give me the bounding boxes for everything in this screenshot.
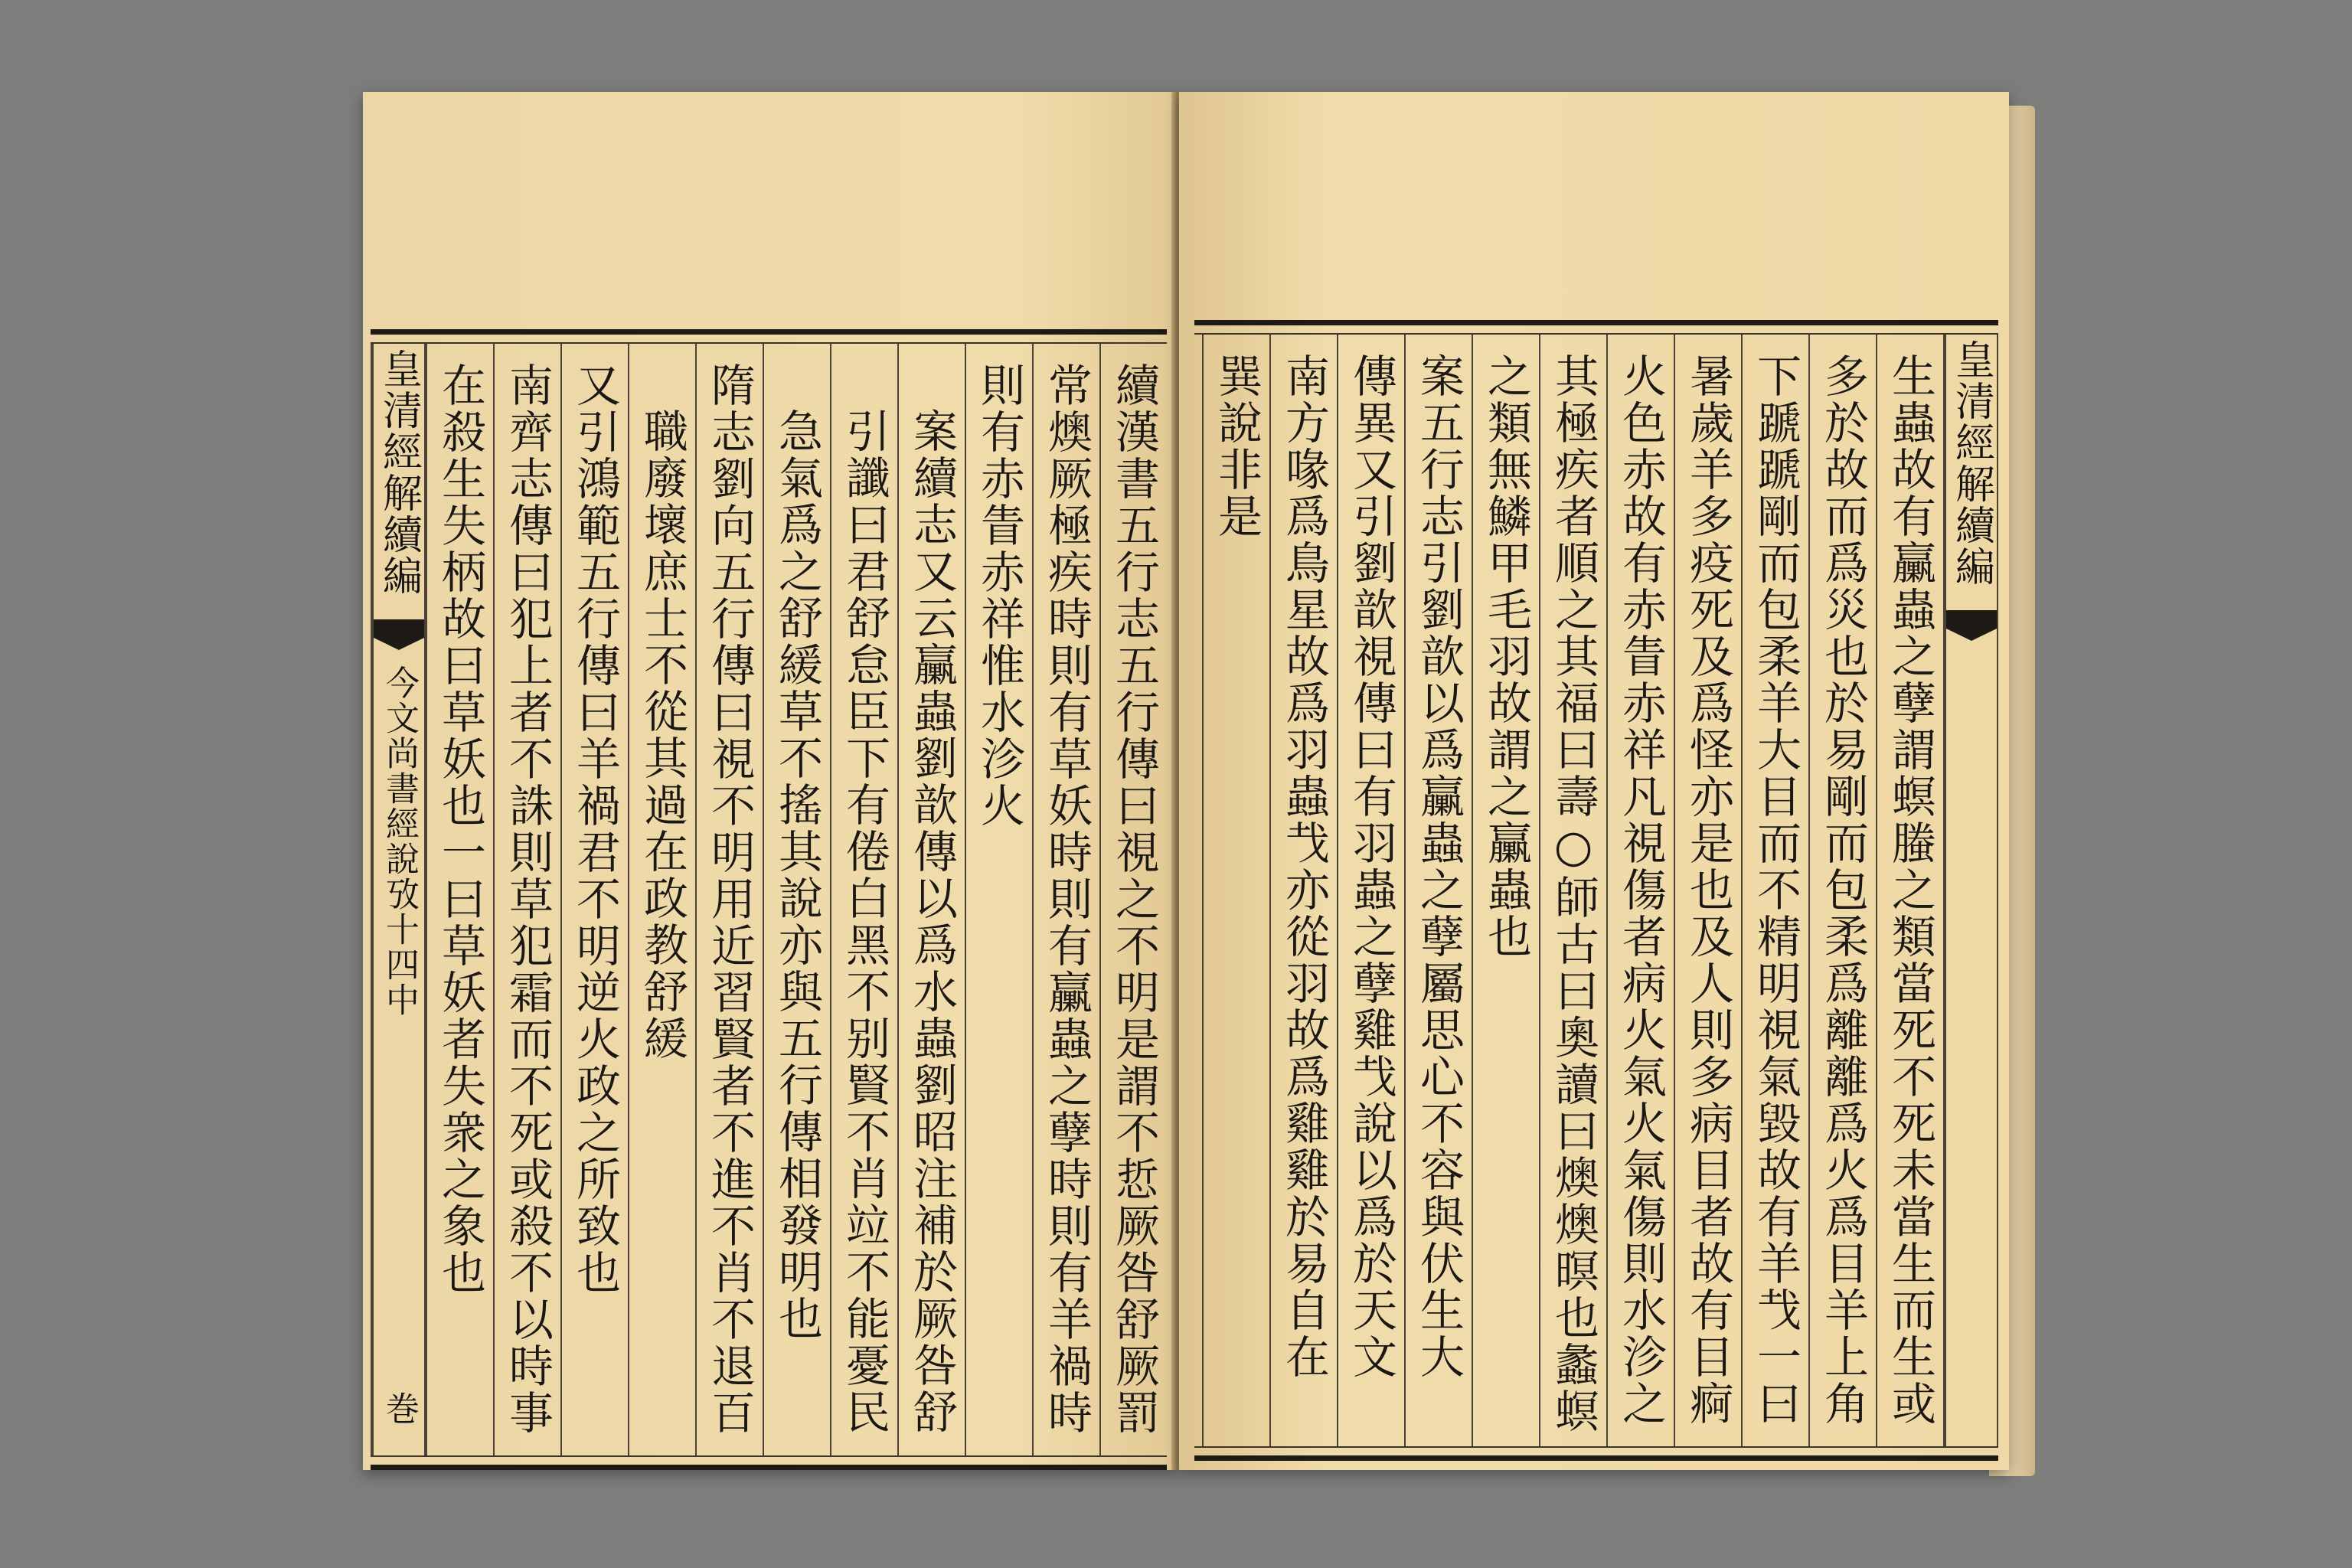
- left-text-frame: [371, 329, 1167, 1470]
- text-column: 急氣爲之舒緩草不搖其說亦與五行傳相發明也: [763, 344, 830, 1455]
- text-column: 巽說非是: [1202, 335, 1269, 1446]
- left-page: [363, 92, 1176, 1470]
- banner-subtitle: 今文尚書經說攷十四中: [380, 665, 419, 1018]
- text-column: 之類無鱗甲毛羽故謂之臝蟲也: [1472, 335, 1539, 1446]
- text-column: 多於故而爲災也於易剛而包柔爲離離爲火爲目羊上角: [1808, 335, 1876, 1446]
- text-column: 下蹏蹏剛而包柔羊大目而不精明視氣毀故有羊𢦏一曰: [1741, 335, 1808, 1446]
- text-column: 則有赤眚赤祥惟水沴火: [965, 344, 1032, 1455]
- right-text-frame: [1194, 320, 1998, 1461]
- banner-column: [371, 344, 426, 1455]
- text-column: 其極疾者順之其福曰壽○師古曰奧讀曰燠燠暝也蠡螟: [1539, 335, 1606, 1446]
- text-column: 南方喙爲鳥星故爲羽蟲𢦏亦從羽故爲雞雞於易自在: [1269, 335, 1337, 1446]
- fishtail-mark: [1946, 610, 1997, 641]
- text-column: 火色赤故有赤眚赤祥凡視傷者病火氣火氣傷則水沴之: [1606, 335, 1674, 1446]
- banner-title: 皇清經解續編: [375, 348, 422, 596]
- text-column: 傳異又引劉歆視傳曰有羽蟲之孽雞𢦏說以爲於天文: [1337, 335, 1404, 1446]
- text-column: 常燠厥極疾時則有草妖時則有臝蟲之孽時則有羊禍時: [1032, 344, 1099, 1455]
- left-columns: [371, 344, 1167, 1455]
- folio-mark: 巻: [380, 1391, 419, 1425]
- text-column: 引讖曰君舒怠臣下有倦白黑不别賢不肖竝不能憂民: [830, 344, 897, 1455]
- text-column: 續漢書五行志五行傳曰視之不明是謂不悊厥咎舒厥罰: [1099, 344, 1167, 1455]
- text-column: 又引鴻範五行傳曰羊禍君不明逆火政之所致也: [560, 344, 628, 1455]
- open-book: [345, 92, 2029, 1470]
- text-column: 隋志劉向五行傳曰視不明用近習賢者不進不肖不退百: [695, 344, 763, 1455]
- banner-title: 皇清經解續編: [1948, 339, 1994, 587]
- banner-column: [1943, 335, 1998, 1446]
- right-page: [1179, 92, 2009, 1470]
- right-columns: [1194, 335, 1998, 1446]
- text-column: 南齊志傳曰犯上者不誅則草犯霜而不死或殺不以時事: [493, 344, 560, 1455]
- fishtail-mark: [374, 619, 424, 650]
- text-column: 在殺生失柄故曰草妖也一曰草妖者失衆之象也: [426, 344, 493, 1455]
- text-column: 生蟲故有臝蟲之孽謂螟螣之類當死不死未當生而生或: [1876, 335, 1943, 1446]
- text-column: 暑歲羊多疫死及爲怪亦是也及人則多病目者故有目痾: [1674, 335, 1741, 1446]
- text-column: 職廢壞庶士不從其過在政教舒緩: [628, 344, 695, 1455]
- text-column: 案續志又云臝蟲劉歆傳以爲水蟲劉昭注補於厥咎舒: [897, 344, 965, 1455]
- text-column: 案五行志引劉歆以爲臝蟲之孽屬思心不容與伏生大: [1404, 335, 1472, 1446]
